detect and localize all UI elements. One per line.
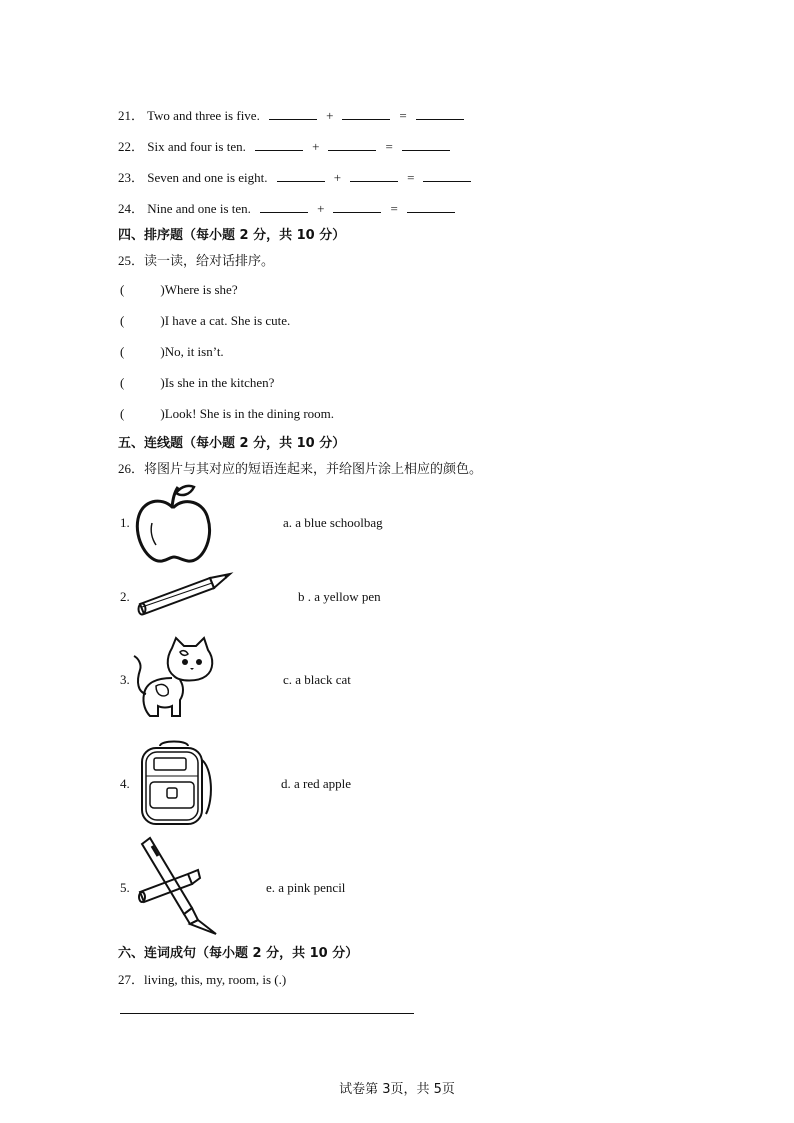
dialogue-line bbox=[120, 375, 274, 391]
schoolbag-icon[interactable] bbox=[136, 740, 216, 828]
page-footer: 试卷第 3页，共 5页 bbox=[339, 1082, 455, 1097]
match-phrase[interactable]: d. a red apple bbox=[281, 776, 352, 791]
answer-blank[interactable] bbox=[333, 200, 381, 213]
answer-blank[interactable] bbox=[255, 138, 303, 151]
question-25-instruction: 25．读一读，给对话排序。 bbox=[118, 253, 275, 269]
question-26-instruction: 26．将图片与其对应的短语连起来，并给图片涂上相应的颜色。 bbox=[118, 461, 483, 477]
close-paren: ) bbox=[160, 375, 165, 390]
question-number: 21 bbox=[118, 108, 131, 123]
open-paren: ( bbox=[120, 375, 125, 390]
match-phrase[interactable]: c. a black cat bbox=[283, 672, 351, 687]
match-item-number: 4. bbox=[120, 776, 130, 791]
question-number: 27 bbox=[118, 972, 131, 987]
open-paren: ( bbox=[120, 406, 125, 421]
question-sentence: Nine and one is ten. bbox=[147, 201, 251, 216]
equals-sign: = bbox=[390, 201, 398, 216]
question-sentence: Two and three is five. bbox=[147, 108, 260, 123]
question-22: 22． Six and four is ten. + = bbox=[118, 136, 450, 155]
match-item-number: 5. bbox=[120, 880, 130, 895]
answer-line[interactable] bbox=[120, 1013, 414, 1014]
match-phrase[interactable]: b . a yellow pen bbox=[298, 589, 381, 604]
answer-blank[interactable] bbox=[416, 107, 464, 120]
question-23: 23． Seven and one is eight. + = bbox=[118, 167, 471, 186]
question-21: 21． Two and three is five. + = bbox=[118, 105, 464, 124]
answer-blank[interactable] bbox=[269, 107, 317, 120]
open-paren: ( bbox=[120, 282, 125, 297]
instruction-text: 将图片与其对应的短语连起来，并给图片涂上相应的颜色。 bbox=[144, 462, 483, 477]
answer-blank[interactable] bbox=[260, 200, 308, 213]
open-paren: ( bbox=[120, 313, 125, 328]
answer-blank[interactable] bbox=[328, 138, 376, 151]
question-number: 26 bbox=[118, 461, 131, 476]
cat-icon[interactable] bbox=[132, 638, 220, 720]
question-27: 27．living, this, my, room, is (.) bbox=[118, 972, 287, 987]
match-item-number: 2. bbox=[120, 589, 130, 604]
answer-blank[interactable] bbox=[350, 169, 398, 182]
question-24: 24． Nine and one is ten. + = bbox=[118, 198, 455, 217]
match-item-number: 1. bbox=[120, 515, 130, 530]
section-heading: 五、连线题（每小题 2 分，共 10 分） bbox=[118, 436, 346, 451]
question-number: 23 bbox=[118, 170, 131, 185]
close-paren: ) bbox=[160, 406, 165, 421]
equals-sign: = bbox=[385, 139, 393, 154]
question-number: 25 bbox=[118, 253, 131, 268]
close-paren: ) bbox=[160, 344, 165, 359]
dialogue-text: No, it isn’t. bbox=[164, 344, 224, 359]
pencil-icon[interactable] bbox=[136, 572, 232, 618]
answer-blank[interactable] bbox=[402, 138, 450, 151]
answer-blank[interactable] bbox=[277, 169, 325, 182]
match-item-number: 3. bbox=[120, 672, 130, 687]
open-paren: ( bbox=[120, 344, 125, 359]
match-phrase[interactable]: a. a blue schoolbag bbox=[283, 515, 383, 530]
dialogue-line bbox=[120, 406, 334, 422]
question-number: 22 bbox=[118, 139, 131, 154]
dialogue-text: I have a cat. She is cute. bbox=[164, 313, 291, 328]
answer-blank[interactable] bbox=[407, 200, 455, 213]
answer-blank[interactable] bbox=[342, 107, 390, 120]
dialogue-line bbox=[120, 282, 238, 298]
close-paren: ) bbox=[160, 282, 165, 297]
dialogue-line bbox=[120, 344, 224, 360]
close-paren: ) bbox=[160, 313, 165, 328]
question-number: 24 bbox=[118, 201, 131, 216]
section-heading: 六、连词成句（每小题 2 分，共 10 分） bbox=[118, 946, 359, 961]
dialogue-text: Look! She is in the dining room. bbox=[164, 406, 335, 421]
match-phrase[interactable]: e. a pink pencil bbox=[266, 880, 346, 895]
plus-sign: + bbox=[333, 170, 342, 185]
section-heading: 四、排序题（每小题 2 分，共 10 分） bbox=[118, 228, 346, 243]
plus-sign: + bbox=[312, 139, 320, 154]
equals-sign: = bbox=[407, 170, 415, 185]
dialogue-text: Where is she? bbox=[164, 282, 238, 297]
pen-icon[interactable] bbox=[134, 836, 224, 936]
answer-blank[interactable] bbox=[423, 169, 471, 182]
dialogue-line bbox=[120, 313, 290, 329]
dialogue-text: Is she in the kitchen? bbox=[164, 375, 275, 390]
question-sentence: Seven and one is eight. bbox=[147, 170, 268, 185]
apple-icon[interactable] bbox=[132, 483, 214, 565]
plus-sign: + bbox=[317, 201, 325, 216]
instruction-text: 读一读，给对话排序。 bbox=[144, 254, 275, 269]
plus-sign: + bbox=[326, 108, 334, 123]
word-list: living, this, my, room, is (.) bbox=[144, 972, 287, 987]
equals-sign: = bbox=[399, 108, 407, 123]
question-sentence: Six and four is ten. bbox=[147, 139, 246, 154]
